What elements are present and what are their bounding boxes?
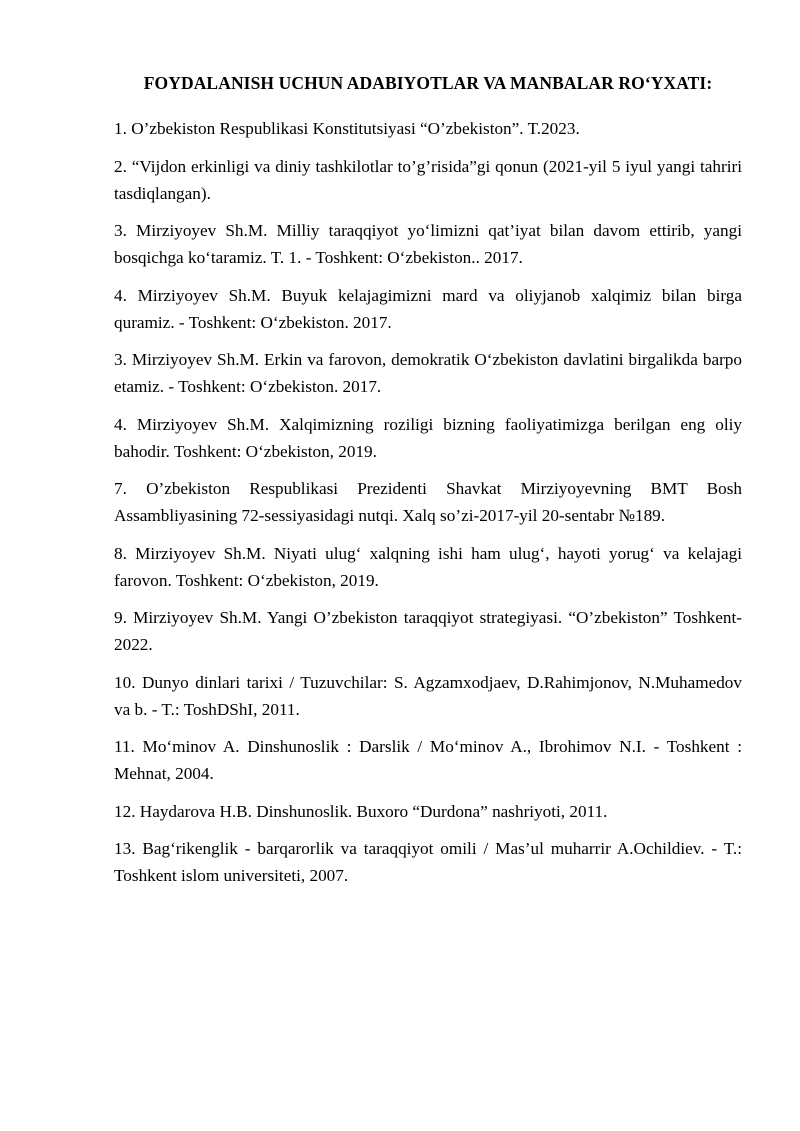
- reference-item: 1. O’zbekiston Respublikasi Konstitutsiyasi “O’zbekiston”. T.2023.: [114, 119, 580, 138]
- reference-item: 3. Mirziyoyev Sh.M. Milliy taraqqiyot yo‘limizni qat’iyat bilan davom ettirib, yangi bosqichga ko‘taramiz. T. 1. - Toshkent: O‘zbekiston.. 2017.: [114, 221, 742, 267]
- reference-item: 12. Haydarova H.B. Dinshunoslik. Buxoro “Durdona” nashriyoti, 2011.: [114, 801, 608, 821]
- reference-item: 13. Bag‘rikenglik - barqarorlik va taraqqiyot omili / Mas’ul muharrir A.Ochildiev. - T.: Toshkent islom universiteti, 2007.: [114, 839, 742, 885]
- reference-item: 8. Mirziyoyev Sh.M. Niyati ulug‘ xalqning ishi ham ulug‘, hayoti yorug‘ va kelajagi farovon. Toshkent: O‘zbekiston, 2019.: [114, 543, 742, 590]
- reference-item: 2. “Vijdon erkinligi va diniy tashkilotlar to’g’risida”gi qonun (2021-yil 5 iyul yangi tahriri tasdiqlangan).: [114, 156, 742, 203]
- reference-item: 7. O’zbekiston Respublikasi Prezidenti Shavkat Mirziyoyevning BMT Bosh Assambliyasining 72-sessiyasidagi nutqi. Xalq so’zi-2017-yil 20-sentabr №189.: [114, 479, 742, 525]
- reference-item: 11. Mo‘minov A. Dinshunoslik : Darslik / Mo‘minov A., Ibrohimov N.I. - Toshkent : Mehnat, 2004.: [114, 737, 742, 783]
- reference-item: 10. Dunyo dinlari tarixi / Tuzuvchilar: S. Agzamxodjaev, D.Rahimjonov, N.Muhamedov va b. - T.: ToshDShI, 2011.: [114, 672, 742, 719]
- page-title: FOYDALANISH UCHUN ADABIYOTLAR VA MANBALAR RO‘YXATI:: [143, 73, 713, 93]
- reference-list: [114, 115, 742, 889]
- reference-item: 3. Mirziyoyev Sh.M. Erkin va farovon, demokratik O‘zbekiston davlatini birgalikda barpo etamiz. - Toshkent: O‘zbekiston. 2017.: [114, 350, 742, 396]
- document-page: [114, 72, 742, 900]
- reference-item: 4. Mirziyoyev Sh.M. Xalqimizning roziligi bizning faoliyatimizga berilgan eng oliy bahodir. Toshkent: O‘zbekiston, 2019.: [114, 414, 742, 461]
- reference-item: 9. Mirziyoyev Sh.M. Yangi O’zbekiston taraqqiyot strategiyasi. “O’zbekiston” Toshkent-2022.: [114, 608, 742, 654]
- reference-item: 4. Mirziyoyev Sh.M. Buyuk kelajagimizni mard va oliyjanob xalqimiz bilan birga quramiz. - Toshkent: O‘zbekiston. 2017.: [114, 285, 742, 332]
